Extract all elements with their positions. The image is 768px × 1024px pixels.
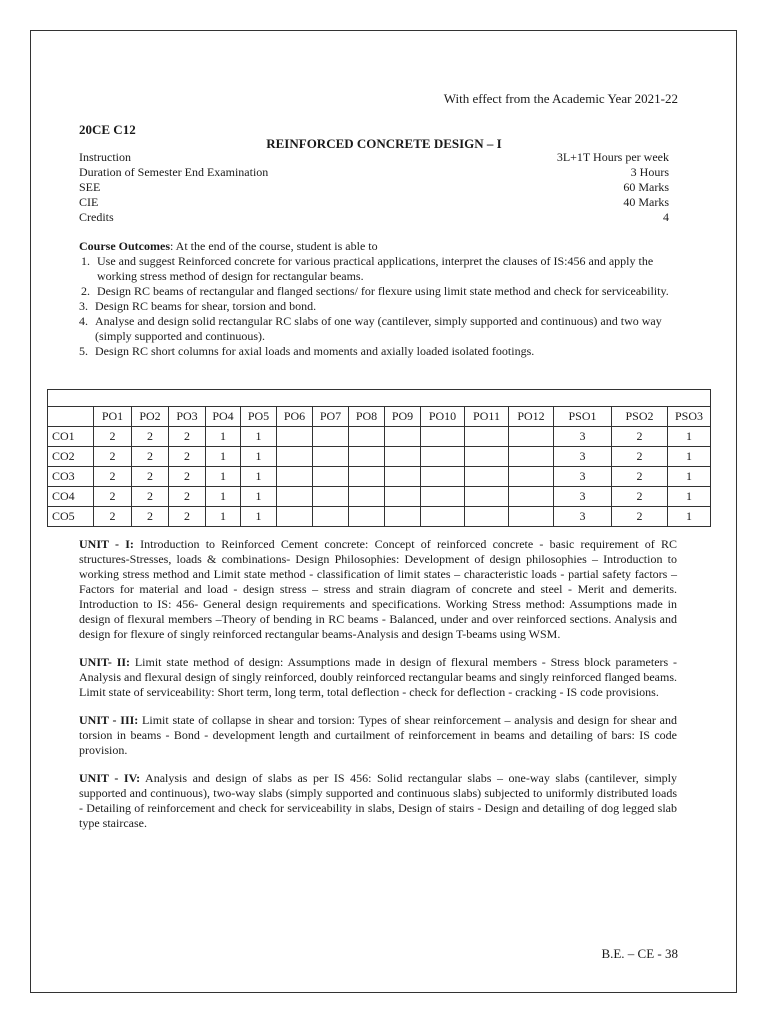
table-cell: 2 [169,467,206,487]
table-header-row [48,407,711,427]
table-row [48,507,711,527]
table-cell [509,467,554,487]
table-cell: 2 [169,507,206,527]
unit-label: UNIT - I: [79,537,134,551]
table-cell [421,487,465,507]
outcome-item [79,254,679,284]
unit-label: UNIT - IV: [79,771,141,785]
info-value: 40 Marks [623,195,669,209]
table-cell [313,427,349,447]
table-cell [509,487,554,507]
info-label: Instruction [79,150,131,164]
info-row-see [79,180,669,195]
unit-text: Limit state method of design: Assumptions made in design of flexural members - Stress block parameters - Analysis and flexural design of singly reinforced, doubly reinforced rectangular beams and singly reinforced flanged beams. Limit state of serviceability: Short term, long term, total deflection - check for deflection - cracking - IS code provisions. [79,655,677,699]
table-cell [385,427,421,447]
table-cell: PO5 [241,407,277,427]
table-cell: PO3 [169,407,206,427]
table-cell [349,507,385,527]
table-cell [509,507,554,527]
table-cell: 2 [94,467,132,487]
table-cell: 2 [94,487,132,507]
table-cell: 2 [169,447,206,467]
table-cell: 2 [94,507,132,527]
table-cell: 1 [206,447,241,467]
page-footer: B.E. – CE - 38 [601,946,678,961]
table-cell [313,447,349,467]
table-cell [313,467,349,487]
info-row-cie [79,195,669,210]
outcome-text: Use and suggest Reinforced concrete for various practical applications, interpret the clauses of IS:456 and apply the working stress method of design for rectangular beams. [97,254,654,283]
outcome-item [79,299,679,314]
table-cell: PO2 [132,407,169,427]
outcome-text: Design RC beams of rectangular and flanged sections/ for flexure using limit state method and check for serviceability. [97,284,669,298]
table-cell: 2 [169,427,206,447]
table-cell: 2 [612,467,668,487]
table-cell: PO7 [313,407,349,427]
table-cell [277,427,313,447]
row-header-cell: CO3 [48,467,94,487]
table-blank-row [48,390,711,407]
table-cell: PO11 [465,407,509,427]
blank-cell [48,390,711,407]
outcome-item [79,314,679,344]
unit-1 [79,537,677,642]
table-cell [465,467,509,487]
table-row [48,487,711,507]
table-cell: PO4 [206,407,241,427]
unit-label: UNIT - III: [79,713,139,727]
table-cell: 2 [132,427,169,447]
course-title: REINFORCED CONCRETE DESIGN – I [266,136,502,151]
table-cell: 3 [554,427,612,447]
table-cell [509,447,554,467]
table-cell [421,427,465,447]
info-label: Duration of Semester End Examination [79,165,269,179]
unit-3 [79,713,677,758]
table-cell: PSO3 [668,407,711,427]
outcome-text: Design RC short columns for axial loads and moments and axially loaded isolated footings. [95,344,535,358]
table-cell [349,467,385,487]
table-cell [385,487,421,507]
outcome-item [79,344,679,359]
table-cell [421,507,465,527]
table-cell: PO9 [385,407,421,427]
table-row [48,467,711,487]
info-row-instruction [79,150,669,165]
table-cell: PO12 [509,407,554,427]
outcome-number: 2. [81,284,90,298]
table-cell: 2 [94,427,132,447]
table-cell: 2 [612,447,668,467]
table-cell: 2 [132,467,169,487]
table-cell [277,467,313,487]
table-cell [313,487,349,507]
table-cell [385,447,421,467]
table-cell: 3 [554,487,612,507]
row-header-cell: CO5 [48,507,94,527]
table-cell: 3 [554,447,612,467]
outcome-text: Analyse and design solid rectangular RC slabs of one way (cantilever, simply supported and continuous) and two way (simply supported and continuous). [95,314,662,343]
info-label: CIE [79,195,99,209]
table-cell: 1 [241,467,277,487]
unit-text: Analysis and design of slabs as per IS 456: Solid rectangular slabs – one-way slabs (cantilever, simply supported and continuous), two-way slabs (simply supported and continuous slabs) subjected to uniformly distributed loads - Detailing of reinforcement and check for serviceability in slabs, Design of stairs - Design and detailing of dog legged slab type staircase. [79,771,678,830]
table-cell [465,507,509,527]
table-cell: 3 [554,467,612,487]
table-cell: 1 [206,507,241,527]
table-cell [349,487,385,507]
table-cell: 1 [241,487,277,507]
info-row-credits [79,210,669,225]
table-cell: 2 [132,447,169,467]
info-row-duration [79,165,669,180]
outcome-text: Design RC beams for shear, torsion and bond. [95,299,317,313]
table-cell [385,467,421,487]
info-value: 3 Hours [630,165,669,179]
table-cell [277,447,313,467]
table-cell: 1 [668,487,711,507]
table-cell [313,507,349,527]
course-outcomes [79,239,679,359]
table-cell: 1 [241,447,277,467]
info-label: Credits [79,210,114,224]
outcomes-heading: Course Outcomes [79,239,170,253]
table-cell: PSO1 [554,407,612,427]
table-cell [465,427,509,447]
table-cell: 2 [94,447,132,467]
table-cell: PO1 [94,407,132,427]
row-header-cell [48,407,94,427]
course-code: 20CE C12 [79,122,136,137]
table-cell: PO8 [349,407,385,427]
table-cell: 1 [206,467,241,487]
table-cell [421,467,465,487]
row-header-cell: CO1 [48,427,94,447]
table-cell: 2 [612,487,668,507]
outcome-number: 5. [79,344,88,358]
table-cell [349,427,385,447]
info-value: 4 [663,210,669,224]
table-cell [385,507,421,527]
course-info [79,150,669,225]
table-cell [509,427,554,447]
outcome-number: 3. [79,299,88,313]
table-cell: 2 [132,487,169,507]
table-cell: 1 [668,447,711,467]
table-cell [465,447,509,467]
outcome-item [79,284,679,299]
table-cell [277,507,313,527]
table-cell: 1 [206,487,241,507]
table-cell: 2 [132,507,169,527]
table-cell [349,447,385,467]
unit-text: Limit state of collapse in shear and torsion: Types of shear reinforcement – analysis and design for shear and torsion in beams - Bond - development length and curtailment of reinforcement in beams and detailing of bars: IS code provision. [79,713,677,757]
table-cell: 1 [668,427,711,447]
table-cell: PSO2 [612,407,668,427]
row-header-cell: CO2 [48,447,94,467]
table-cell: 1 [241,507,277,527]
table-cell: PO6 [277,407,313,427]
syllabus-units [79,537,677,844]
table-cell: 3 [554,507,612,527]
info-value: 60 Marks [623,180,669,194]
table-cell: 2 [169,487,206,507]
unit-label: UNIT- II: [79,655,131,669]
table-cell [421,447,465,467]
row-header-cell: CO4 [48,487,94,507]
table-cell: 1 [206,427,241,447]
unit-4 [79,771,677,831]
unit-text: Introduction to Reinforced Cement concrete: Concept of reinforced concrete - basic requirement of RC structures-Stresses, loads & combinations- Design Philosophies: Development of design philosophies – Introduction to working stress method and Limit state method - classification of limit states – characteristic loads - partial safety factors – Factors for material and load - design stress – stress and strain diagram of concrete and steel - Merit and demerits. Introduction to IS: 456- General design requirements and specifications. Working Stress method: Assumptions made in design of flexural members –Theory of bending in RC beams - Balanced, under and over reinforced sections. Analysis and design for flexure of singly reinforced rectangular beams-Analysis and design T-beams using WSM. [79,537,677,641]
outcomes-heading-line [79,239,679,254]
table-cell [277,487,313,507]
outcome-number: 1. [81,254,90,268]
table-cell: 1 [241,427,277,447]
outcomes-intro: : At the end of the course, student is able to [169,239,378,253]
info-label: SEE [79,180,101,194]
table-cell [465,487,509,507]
table-body [48,390,711,527]
co-po-mapping-table [47,389,711,527]
info-value: 3L+1T Hours per week [556,150,669,164]
table-cell: 2 [612,427,668,447]
outcome-number: 4. [79,314,88,328]
table-cell: 2 [612,507,668,527]
table-row [48,447,711,467]
table-cell: PO10 [421,407,465,427]
table-cell: 1 [668,467,711,487]
effective-year: With effect from the Academic Year 2021-22 [443,91,678,106]
table-cell: 1 [668,507,711,527]
unit-2 [79,655,677,700]
table-row [48,427,711,447]
